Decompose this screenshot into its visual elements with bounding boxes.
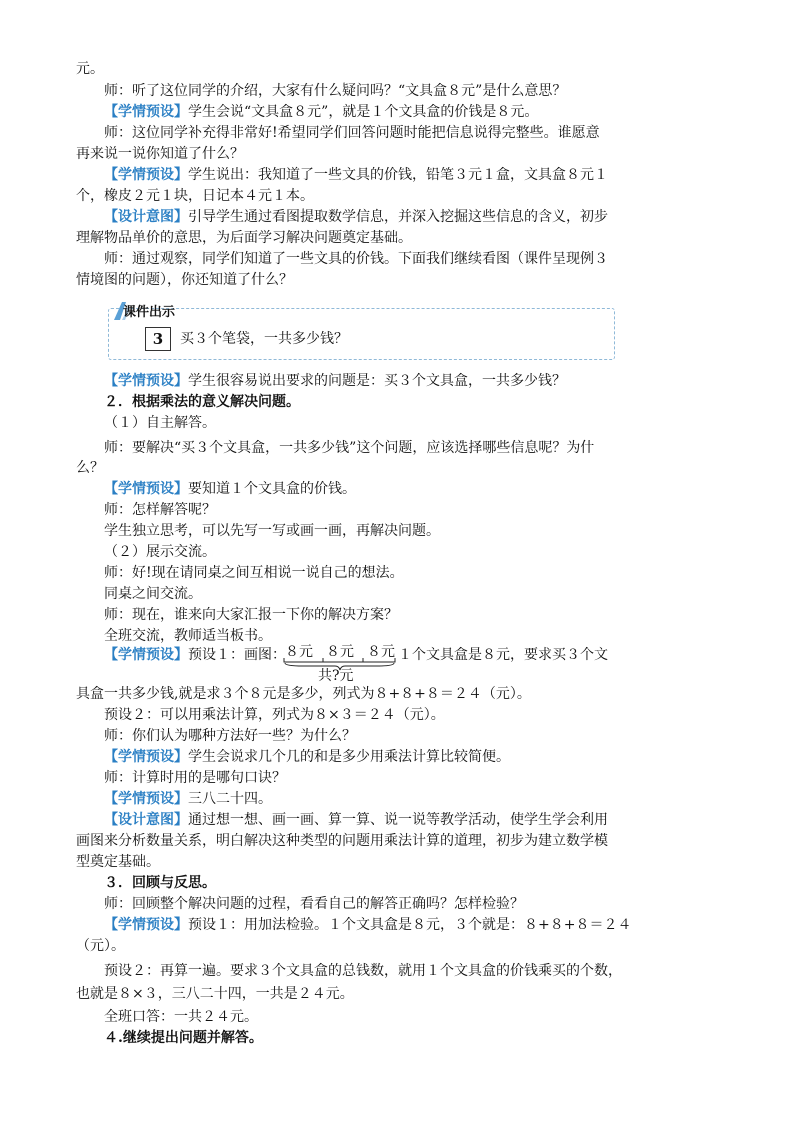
learning-preset-tag: 【学情预设】: [104, 917, 188, 933]
text-line: 也就是８×３，三八二十四，一共是２４元。: [76, 986, 354, 1002]
text-line: 【学情预设】学生会说求几个几的和是多少用乘法计算比较简便。: [104, 749, 510, 765]
learning-preset-tag: 【学情预设】: [104, 167, 188, 183]
courseware-question: 买３个笔袋，一共多少钱？: [180, 331, 348, 347]
text-line: 理解物品单价的意思，为后面学习解决问题奠定基础。: [76, 230, 412, 246]
learning-preset-tag: 【学情预设】: [104, 373, 188, 389]
text-line: 师：听了这位同学的介绍，大家有什么疑问吗？“文具盒８元”是什么意思？: [104, 83, 567, 99]
learning-preset-tag: 【学情预设】: [104, 749, 188, 765]
text-line: 【学情预设】学生说出：我知道了一些文具的价钱，铅笔３元１盒，文具盒８元１: [104, 167, 608, 183]
design-intent-tag: 【设计意图】: [104, 812, 188, 828]
text-line: （１）自主解答。: [104, 415, 216, 431]
text-line: 预设２：再算一遍。要求３个文具盒的总钱数，就用１个文具盒的价钱乘买的个数，: [104, 963, 622, 979]
text-line: 学生独立思考，可以先写一写或画一画，再解决问题。: [104, 523, 440, 539]
text-line: 全班口答：一共２４元。: [104, 1009, 258, 1025]
learning-preset-tag: 【学情预设】: [104, 791, 188, 807]
text-line: 师：好!现在请同桌之间互相说一说自己的想法。: [104, 565, 404, 581]
text-line: 个，橡皮２元１块，日记本４元１本。: [76, 188, 314, 204]
text-line: 【学情预设】预设１：画图：: [104, 647, 286, 663]
diagram-segment-label: ８元: [367, 644, 395, 660]
text-line: 师：要解决“买３个文具盒，一共多少钱”这个问题，应该选择哪些信息呢？为什: [104, 440, 595, 456]
text-line: 师：怎样解答呢？: [104, 502, 216, 518]
learning-preset-tag: 【学情预设】: [104, 481, 188, 497]
diagram-segment-label: ８元: [285, 644, 313, 660]
diagram-total-label: 共?元: [318, 668, 354, 684]
section-heading: ２．根据乘法的意义解决问题。: [104, 394, 300, 410]
text-line: 师：这位同学补充得非常好!希望同学们回答问题时能把信息说得完整些。谁愿意: [104, 125, 600, 141]
price-diagram: [283, 643, 398, 683]
text-line: 同桌之间交流。: [104, 586, 202, 602]
example-number-badge: 3: [145, 327, 171, 351]
text-line: 型奠定基础。: [76, 854, 160, 870]
text-line: 【学情预设】要知道１个文具盒的价钱。: [104, 481, 356, 497]
text-line: 画图来分析数量关系，明白解决这种类型的问题用乘法计算的道理，初步为建立数学模: [76, 833, 608, 849]
section-heading: ３．回顾与反思。: [104, 875, 216, 891]
text-line: 【设计意图】引导学生通过看图提取数学信息，并深入挖掘这些信息的含义，初步: [104, 209, 608, 225]
text-line: 师：计算时用的是哪句口诀？: [104, 770, 286, 786]
text-line: （元）。: [76, 938, 125, 954]
text-line: １个文具盒是８元，要求买３个文: [398, 647, 608, 663]
text-line: 师：通过观察，同学们知道了一些文具的价钱。下面我们继续看图（课件呈现例３: [104, 251, 608, 267]
learning-preset-tag: 【学情预设】: [104, 647, 188, 663]
text-line: 情境图的问题），你还知道了什么？: [76, 272, 293, 288]
text-line: 元。: [76, 61, 104, 77]
text-line: 师：你们认为哪种方法好一些？为什么？: [104, 728, 356, 744]
text-line: 再来说一说你知道了什么？: [76, 146, 244, 162]
text-line: 具盒一共多少钱,就是求３个８元是多少，列式为８+８+８＝２４（元）。: [76, 686, 531, 702]
diagram-segment-label: ８元: [326, 644, 354, 660]
text-line: 【设计意图】通过想一想、画一画、算一算、说一说等教学活动，使学生学会利用: [104, 812, 608, 828]
text-line: （２）展示交流。: [104, 544, 216, 560]
text-line: 全班交流，教师适当板书。: [104, 628, 272, 644]
design-intent-tag: 【设计意图】: [104, 209, 188, 225]
text-line: 师：回顾整个解决问题的过程，看看自己的解答正确吗？怎样检验？: [104, 896, 524, 912]
courseware-label: 课件出示: [123, 305, 176, 320]
text-line: 预设２：可以用乘法计算，列式为８×３＝２４（元）。: [104, 707, 445, 723]
text-line: 【学情预设】学生很容易说出要求的问题是：买３个文具盒，一共多少钱？: [104, 373, 566, 389]
text-line: 【学情预设】三八二十四。: [104, 791, 272, 807]
learning-preset-tag: 【学情预设】: [104, 104, 188, 120]
text-line: 师：现在，谁来向大家汇报一下你的解决方案？: [104, 607, 398, 623]
section-heading: ４.继续提出问题并解答。: [104, 1030, 263, 1046]
text-line: 【学情预设】学生会说“文具盒８元”，就是１个文具盒的价钱是８元。: [104, 104, 539, 120]
text-line: 么？: [76, 460, 104, 476]
text-line: 【学情预设】预设１：用加法检验。１个文具盒是８元，３个就是：８+８+８＝２４: [104, 917, 632, 933]
